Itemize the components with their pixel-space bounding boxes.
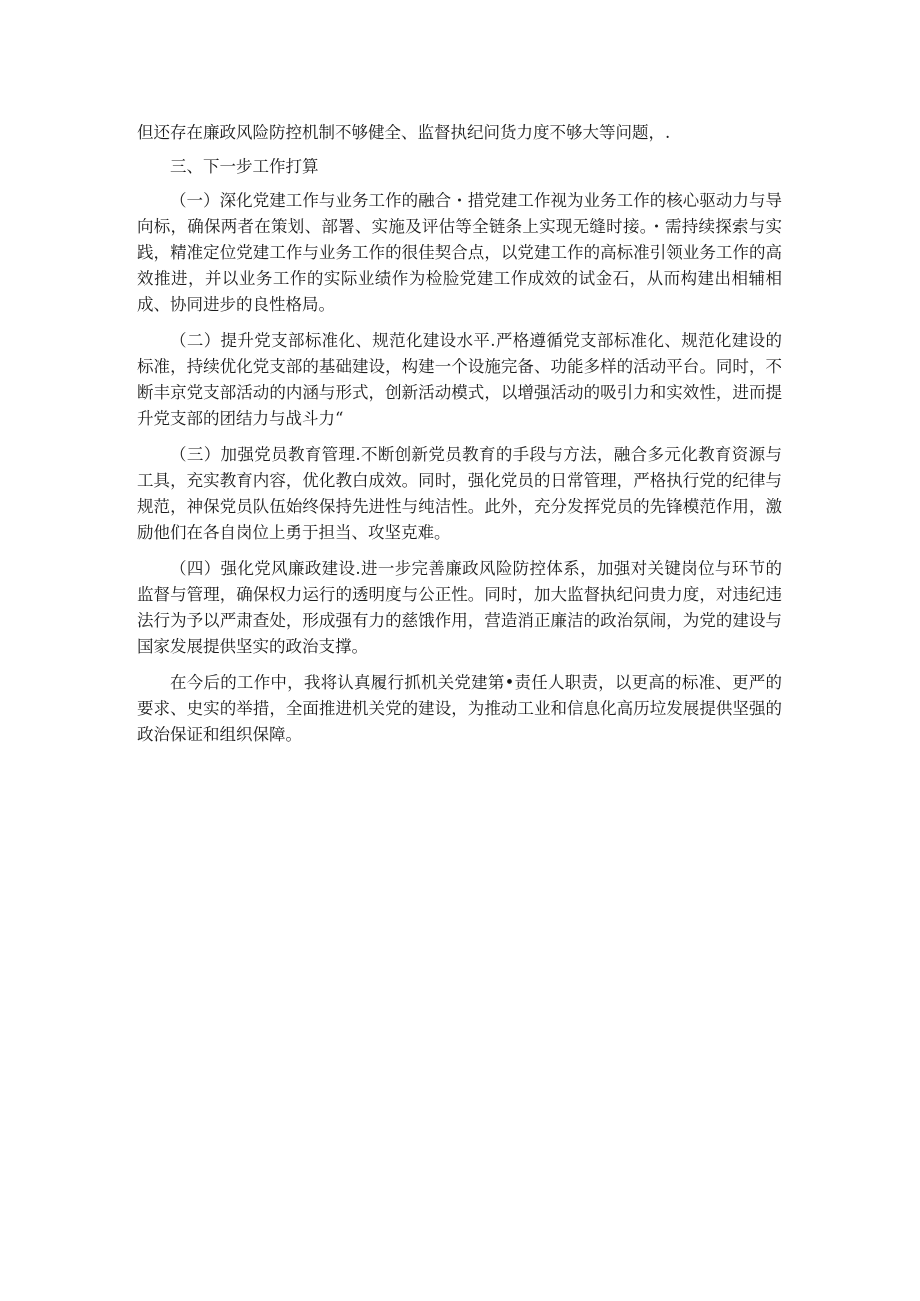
paragraph-5: 在今后的工作中，我将认真履行抓机关党建第•责任人职责，以更高的标准、更严的要求、史实的举措，全面推进机关党的建设，为推动工业和信息化高历垃发展提供坚强的政治保证和组织保障。 xyxy=(137,673,782,744)
paragraph-4: （四）强化党风廉政建设.进一步完善廉政风险防控体系，加强对关键岗位与环节的监督与管理，确保权力运行的透明度与公正性。同时，加大监督执纪问贵力度，对违纪违法行为予以严肃查处，形成强有力的慈饿作用，营造消正廉洁的政治氛闹，为党的建设与国家发展提供坚实的政治支撑。 xyxy=(137,559,782,656)
paragraph-3: （三）加强党员教育管理.不断创新党员教育的手段与方法，融合多元化教育资源与工具，充实教育内容，优化教白成效。同时，强化党员的日常管理，严格执行党的纪律与规范，神保党员队伍始终保持先进性与纯洁性。此外，充分发挥党员的先锋模范作用，激励他们在各自岗位上勇于担当、攻坚克难。 xyxy=(137,445,782,542)
paragraph-1: （一）深化党建工作与业务工作的融合・措党建工作视为业务工作的核心驱动力与导向标，确保两者在策划、部署、实施及评估等全链条上实现无缝时接。・需持续探索与实践，精准定位党建工作与业务工作的很佳契合点，以党建工作的高标准引领业务工作的高效推进，并以业务工作的实际业绩作为检脸党建工作成效的试金石，从而构建出相辅相成、协同进步的良性格局。 xyxy=(137,191,782,314)
continuation-text: 但还存在廉政风险防控机制不够健全、监督执纪问货力度不够大等问题，. xyxy=(137,123,671,142)
document-body xyxy=(137,120,782,758)
section-heading: 三、下一步工作打算 xyxy=(170,157,319,176)
paragraph-2: （二）提升党支部标准化、规范化建设水平.严格遵循党支部标准化、规范化建设的标准，持续优化党支部的基础建设，构建一个设施完备、功能多样的活动平台。同时，不断丰京党支部活动的内涵与形式，创新活动模式，以增强活动的吸引力和实效性，进而提升党支部的团结力与战斗力“ xyxy=(137,331,782,428)
